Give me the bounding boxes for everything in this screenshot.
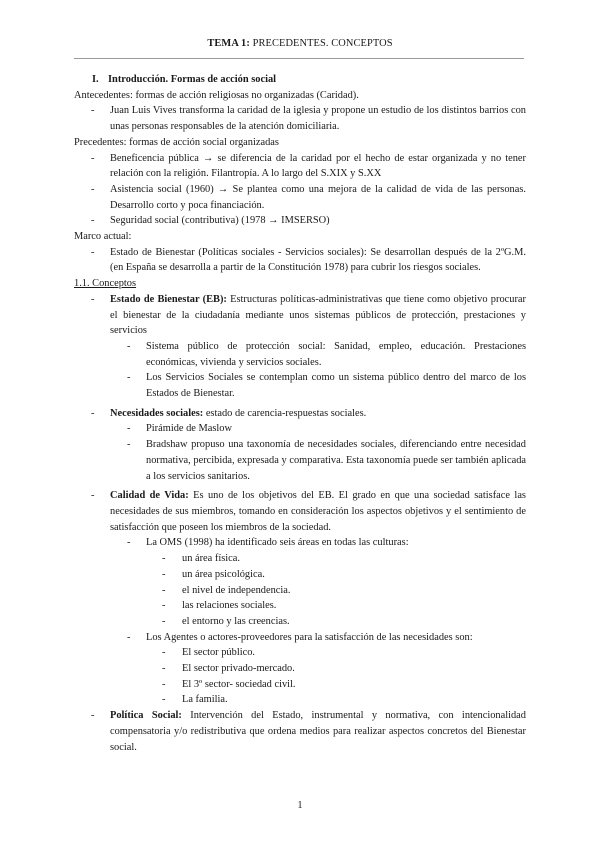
concept-term: Necesidades sociales:: [110, 407, 204, 419]
bullet-vives: [74, 103, 526, 134]
bullet-text: La OMS (1998) ha identificado seis áreas en todas las culturas:: [146, 537, 409, 549]
concept-politica-social: [74, 708, 526, 755]
sub-bullet: [74, 421, 526, 437]
sub-bullet: [74, 437, 526, 484]
concept-term: Política Social:: [110, 710, 182, 722]
dash-marker: -: [127, 423, 131, 435]
bullet-text: Los Servicios Sociales se contemplan como un sistema público dentro del marco de los Estados de Bienestar.: [146, 372, 526, 400]
bullet-estado: [74, 245, 526, 276]
sub-bullet: [74, 339, 526, 370]
dash-marker: -: [162, 553, 166, 565]
list-item-text: El sector privado-mercado.: [182, 663, 295, 675]
header-rule: [74, 58, 524, 59]
concept-term: Calidad de Vida:: [110, 490, 189, 502]
dash-marker: -: [162, 663, 166, 675]
list-item-text: el entorno y las creencias.: [182, 615, 290, 627]
list-item-text: las relaciones sociales.: [182, 600, 277, 612]
list-item-text: un área física.: [182, 553, 240, 565]
dash-marker: -: [162, 615, 166, 627]
subsection-title: 1.1. Conceptos: [74, 278, 137, 290]
dash-marker: -: [162, 600, 166, 612]
dash-marker: -: [162, 568, 166, 580]
bullet-text: Beneficencia pública → se diferencia de la caridad por el hecho de estar organizada y no tener relación con la religión. Filantropía. A lo largo del S.XIX y S.XX: [110, 152, 526, 180]
dash-marker: -: [91, 407, 95, 419]
list-item: [74, 692, 526, 708]
list-item-text: El 3º sector- sociedad civil.: [182, 678, 296, 690]
bullet-text: Seguridad social (contributiva) (1978 → IMSERSO): [110, 215, 330, 227]
list-item-text: El sector público.: [182, 647, 256, 659]
list-item: [74, 661, 526, 677]
dash-marker: -: [91, 152, 95, 164]
sub-bullet: [74, 535, 526, 551]
dash-marker: -: [91, 293, 95, 305]
concept-calidad-vida: [74, 488, 526, 535]
list-item: [74, 677, 526, 693]
precedentes-line: Precedentes: formas de acción social organizadas: [74, 136, 279, 148]
antecedentes-line: Antecedentes: formas de acción religiosas no organizadas (Caridad).: [74, 89, 359, 101]
header-title: PRECEDENTES. CONCEPTOS: [249, 38, 393, 49]
list-item-text: un área psicológica.: [182, 568, 265, 580]
concept-text: estado de carencia-respuestas sociales.: [203, 407, 367, 419]
list-item-text: La familia.: [182, 694, 228, 706]
dash-marker: -: [162, 647, 166, 659]
concept-estado-bienestar: [74, 292, 526, 339]
sub-bullet: [74, 630, 526, 646]
concept-term: Estado de Bienestar (EB):: [110, 293, 227, 305]
bullet-text: Sistema público de protección social: Sanidad, empleo, educación. Prestaciones económicas, vivienda y servicios sociales.: [146, 340, 526, 368]
bullet-text: Bradshaw propuso una taxonomía de necesidades sociales, diferenciando entre necesidad normativa, percibida, expresada y comparativa. Esta taxonomía puede ser también aplicada a los servicios sanitarios.: [146, 439, 526, 482]
bullet-text: Pirámide de Maslow: [146, 423, 232, 435]
list-item: [74, 567, 526, 583]
list-item: [74, 598, 526, 614]
dash-marker: -: [91, 490, 95, 502]
list-item: [74, 645, 526, 661]
header-tema: TEMA 1:: [207, 38, 250, 49]
bullet-text: Asistencia social (1960) → Se plantea como una mejora de la calidad de vida de las personas. Desarrollo corto y poca financiación.: [110, 183, 526, 211]
dash-marker: -: [91, 183, 95, 195]
list-item: [74, 551, 526, 567]
section-number: I.: [92, 74, 99, 85]
page-number: 1: [297, 800, 303, 811]
section-title: Introducción. Formas de acción social: [108, 74, 277, 85]
dash-marker: -: [162, 584, 166, 596]
dash-marker: -: [127, 631, 131, 643]
list-item-text: el nivel de independencia.: [182, 584, 291, 596]
dash-marker: -: [91, 246, 95, 258]
dash-marker: -: [127, 372, 131, 384]
dash-marker: -: [91, 710, 95, 722]
dash-marker: -: [127, 340, 131, 352]
bullet-asistencia: [74, 182, 526, 213]
bullet-seguridad: [74, 213, 526, 229]
page-header: [0, 36, 600, 52]
sub-bullet: [74, 370, 526, 401]
dash-marker: -: [162, 694, 166, 706]
document-body: [74, 72, 526, 755]
list-item: [74, 614, 526, 630]
bullet-text: Estado de Bienestar (Políticas sociales - Servicios sociales): Se desarrollan después de la 2ºG.M. (en España se desarrolla a partir de la Constitución 1978) para cubrir los riesgos sociales.: [110, 246, 526, 274]
marco-line: Marco actual:: [74, 231, 132, 243]
concept-text: Es uno de los objetivos del EB. El grado en que una sociedad satisface las necesidades de sus miembros, tomando en consideración los aspectos objetivos y el sentimiento de satisfacción que poseen los miembros de la sociedad.: [110, 490, 526, 533]
bullet-text: Juan Luis Vives transforma la caridad de la iglesia y propone un estudio de los distintos barrios con unas personas responsables de la atención domiciliaria.: [110, 105, 526, 133]
bullet-beneficencia: [74, 151, 526, 182]
dash-marker: -: [162, 678, 166, 690]
bullet-text: Los Agentes o actores-proveedores para la satisfacción de las necesidades son:: [146, 631, 473, 643]
dash-marker: -: [91, 215, 95, 227]
dash-marker: -: [127, 439, 131, 451]
concept-text: Intervención del Estado, instrumental y normativa, con intencionalidad compensatoria y/o redistributiva que ordena medios para realizar aspectos concretos del Bienestar social.: [110, 710, 526, 753]
dash-marker: -: [91, 105, 95, 117]
section-heading: [92, 72, 526, 88]
list-item: [74, 583, 526, 599]
dash-marker: -: [127, 537, 131, 549]
concept-text: Estructuras políticas-administrativas que tiene como objetivo procurar el bienestar de la ciudadanía mediante unos sistemas públicos de protección, prestaciones y servicios: [110, 293, 526, 337]
concept-necesidades: [74, 406, 526, 422]
